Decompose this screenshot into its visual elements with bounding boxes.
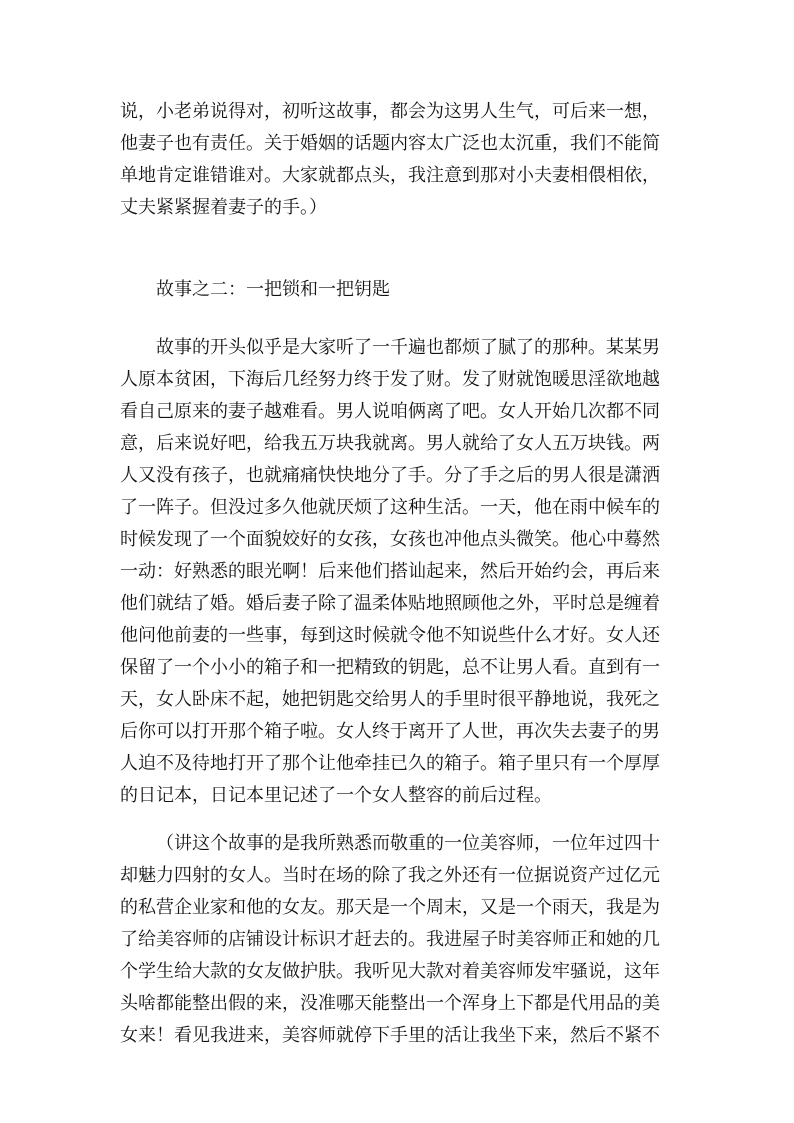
- text-line: 保留了一个小小的箱子和一把精致的钥匙，总不让男人看。直到有一: [120, 657, 660, 678]
- text-line: 丈夫紧紧握着妻子的手。）: [120, 197, 327, 218]
- heading-text: 故事之二：一把锁和一把钥匙: [156, 279, 390, 300]
- text-line: 他问他前妻的一些事，每到这时候就令他不知说些什么才好。女人还: [120, 625, 660, 646]
- text-line: 的日记本，日记本里记述了一个女人整容的前后过程。: [120, 785, 552, 806]
- text-line: 一动：好熟悉的眼光啊！后来他们搭讪起来，然后开始约会，再后来: [120, 561, 660, 582]
- text-line: 人又没有孩子，也就痛痛快快地分了手。分了手之后的男人很是潇洒: [120, 465, 660, 486]
- text-line: （讲这个故事的是我所熟悉而敬重的一位美容师，一位年过四十: [156, 833, 660, 854]
- paragraph-3: [120, 828, 680, 1052]
- text-line: 个学生给大款的女友做护肤。我听见大款对着美容师发牢骚说，这年: [120, 961, 660, 982]
- text-line: 的私营企业家和他的女友。那天是一个周末，又是一个雨天，我是为: [120, 897, 660, 918]
- text-line: 单地肯定谁错谁对。大家就都点头，我注意到那对小夫妻相偎相依，: [120, 165, 660, 186]
- text-line: 他们就结了婚。婚后妻子除了温柔体贴地照顾他之外，平时总是缠着: [120, 593, 660, 614]
- text-line: 看自己原来的妻子越难看。男人说咱俩离了吧。女人开始几次都不同: [120, 401, 660, 422]
- text-line: 天，女人卧床不起，她把钥匙交给男人的手里时很平静地说，我死之: [120, 689, 660, 710]
- text-line: 了一阵子。但没过多久他就厌烦了这种生活。一天，他在雨中候车的: [120, 497, 660, 518]
- text-line: 头啥都能整出假的来，没准哪天能整出一个浑身上下都是代用品的美: [120, 993, 660, 1014]
- text-line: 了给美容师的店铺设计标识才赶去的。我进屋子时美容师正和她的几: [120, 929, 660, 950]
- text-line: 故事的开头似乎是大家听了一千遍也都烦了腻了的那种。某某男: [156, 337, 660, 358]
- section-heading: [120, 274, 680, 306]
- paragraph-2: [120, 332, 680, 812]
- text-line: 后你可以打开那个箱子啦。女人终于离开了人世，再次失去妻子的男: [120, 721, 660, 742]
- text-line: 却魅力四射的女人。当时在场的除了我之外还有一位据说资产过亿元: [120, 865, 660, 886]
- text-line: 女来！看见我进来，美容师就停下手里的活让我坐下来，然后不紧不: [120, 1025, 660, 1046]
- text-line: 时候发现了一个面貌姣好的女孩，女孩也冲他点头微笑。他心中蓦然: [120, 529, 660, 550]
- text-line: 说，小老弟说得对，初听这故事，都会为这男人生气，可后来一想，: [120, 101, 660, 122]
- paragraph-1: [120, 96, 680, 224]
- text-line: 他妻子也有责任。关于婚姻的话题内容太广泛也太沉重，我们不能简: [120, 133, 660, 154]
- text-line: 人迫不及待地打开了那个让他牵挂已久的箱子。箱子里只有一个厚厚: [120, 753, 660, 774]
- text-line: 人原本贫困，下海后几经努力终于发了财。发了财就饱暖思淫欲地越: [120, 369, 660, 390]
- text-line: 意，后来说好吧，给我五万块我就离。男人就给了女人五万块钱。两: [120, 433, 660, 454]
